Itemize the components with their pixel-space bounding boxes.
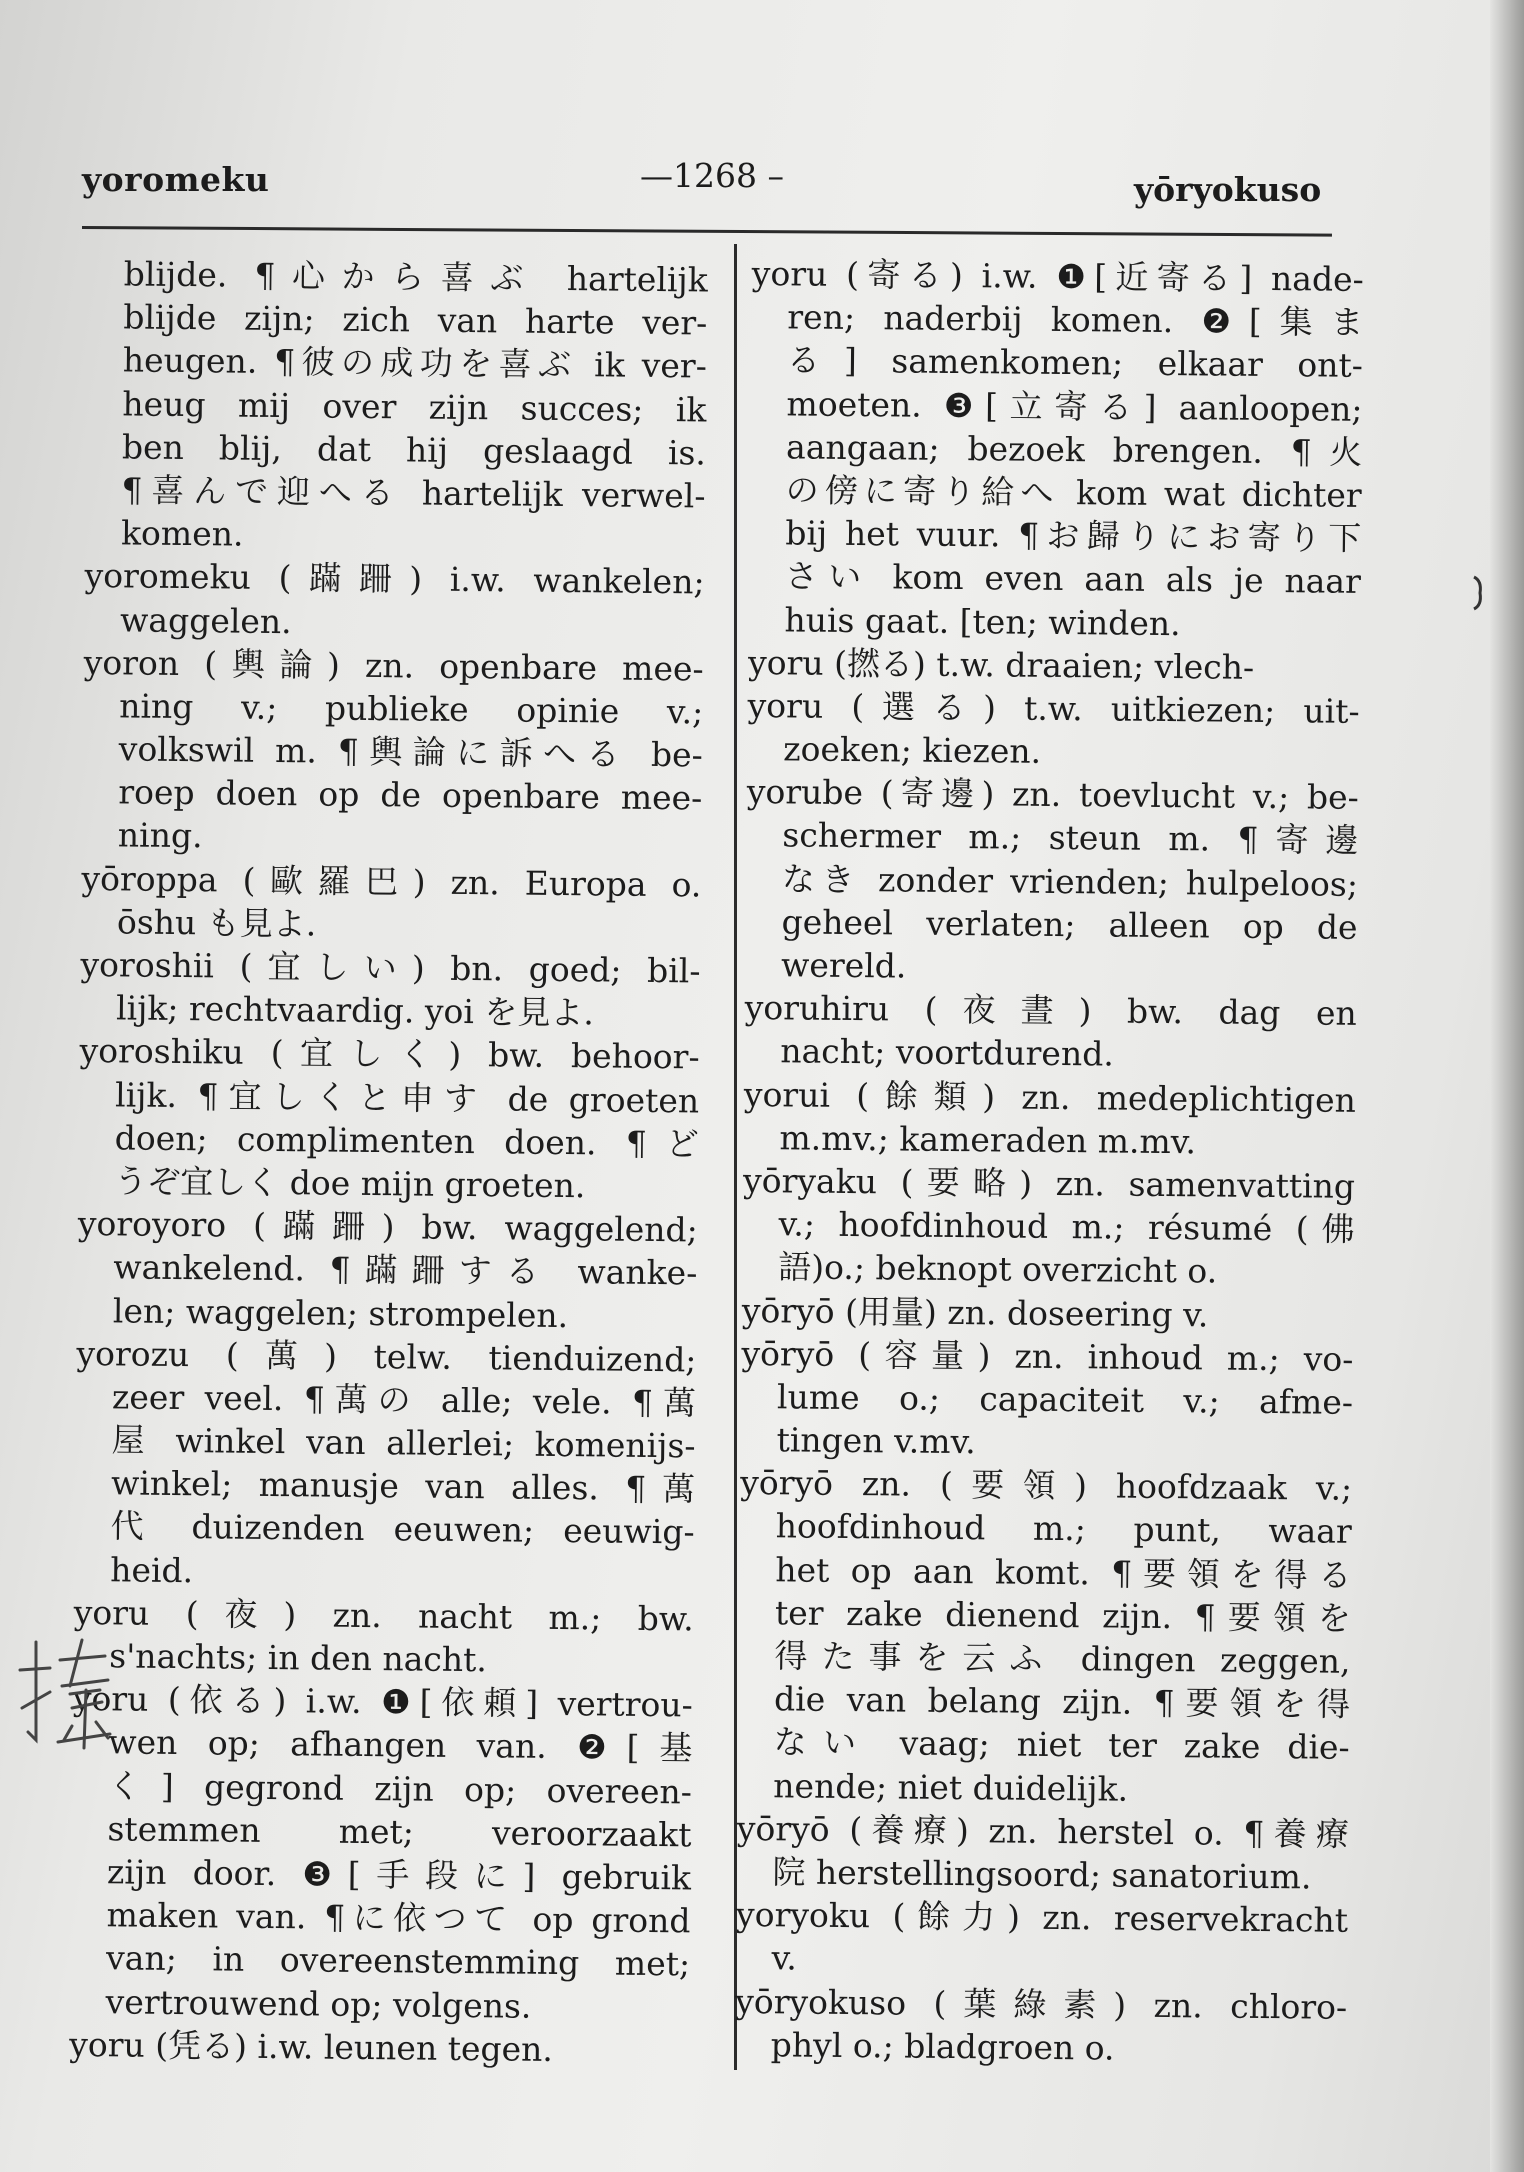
entry-line: lijk; rechtvaardig. yoi を見よ. (115, 988, 595, 1033)
running-head-left: yoromeku (82, 160, 270, 199)
entry-line: v. (771, 1938, 798, 1978)
entry-line: blijde zijn; zich van harte ver- (123, 297, 708, 343)
entry-headline: yōryō (容量) zn. inhoud m.; vo- (741, 1333, 1354, 1379)
entry-headline: yoromeku (蹣跚) i.w. wankelen; (84, 556, 705, 602)
entry-line: phyl o.; bladgroen o. (770, 2024, 1115, 2068)
entry-headline: yoroyoro (蹣跚) bw. waggelend; (77, 1204, 698, 1250)
entry-headline: yōryō zn. (要領) hoofdzaak v.; (739, 1463, 1353, 1509)
entry-headline: yōroppa (歐羅巴) zn. Europa o. (81, 858, 702, 905)
entry-headline: yoron (輿論) zn. openbare mee- (83, 642, 704, 689)
entry-line: zeer veel. ¶萬の alle; vele. ¶萬 (111, 1377, 697, 1423)
entry-line: ない vaag; niet ter zake die- (773, 1722, 1350, 1768)
book-spine-shadow (1490, 0, 1524, 2172)
entry-line: roep doen op de openbare mee- (118, 772, 703, 818)
entry-line: さい kom even aan als je naar (784, 556, 1362, 602)
entry-line: zijn door. ❸[手段に] gebruik (106, 1852, 692, 1898)
entry-line: 院 herstellingsoord; sanatorium. (772, 1852, 1312, 1897)
entry-line: aangaan; bezoek brengen. ¶火 (785, 427, 1363, 472)
entry-line: うぞ宜しく doe mijn groeten. (114, 1161, 586, 1206)
entry-headline: yoru (選る) t.w. uitkiezen; uit- (747, 685, 1360, 731)
entry-line: nacht; voortdurend. (780, 1031, 1115, 1074)
entry-line: van; in overeenstemming met; (105, 1938, 691, 1984)
entry-line: die van belang zijn. ¶要領を得 (773, 1679, 1351, 1724)
entry-line: komen. (120, 513, 244, 554)
entry-line: maken van. ¶に依つて op grond (106, 1895, 691, 1941)
entry-line: る] samenkomen; elkaar ont- (786, 340, 1364, 386)
entry-line: heid. (110, 1549, 194, 1590)
entry-headline: yoru (夜) zn. nacht m.; bw. (73, 1592, 694, 1639)
entry-headline: yoru (寄る) i.w. ❶[近寄る] nade- (751, 253, 1364, 299)
page-number: —1268 – (640, 156, 784, 195)
entry-headline: yoroshii (宜しい) bn. goed; bil- (80, 944, 701, 991)
entry-line: geheel verlaten; alleen op de (781, 902, 1358, 947)
running-head-right: yōryokuso (1134, 170, 1322, 209)
entry-headline: yoryoku (餘力) zn. reservekracht (735, 1895, 1349, 1940)
entry-line: s'nachts; in den nacht. (109, 1636, 488, 1680)
entry-line: m.mv.; kameraden m.mv. (779, 1118, 1197, 1162)
entry-line: 代 duizenden eeuwen; eeuwig- (110, 1506, 695, 1552)
entry-headline: yorui (餘類) zn. medeplichtigen (743, 1074, 1357, 1120)
entry-line: ning. (117, 815, 203, 856)
entry-headline: yorube (寄邊) zn. toevlucht v.; be- (746, 772, 1359, 818)
entry-line: ter zake dienend zijn. ¶要領を (774, 1593, 1352, 1638)
entry-line: v.; hoofdinhoud m.; résumé (佛 (778, 1204, 1355, 1249)
right-column (735, 252, 1364, 2072)
entry-line: len; waggelen; strompelen. (112, 1290, 569, 1335)
entry-headline: yōryaku (要略) zn. samenvatting (742, 1160, 1356, 1206)
entry-line: zoeken; kiezen. (783, 729, 1042, 771)
entry-headline: yorozu (萬) telw. tienduizend; (76, 1333, 697, 1380)
entry-headline: yoruhiru (夜晝) bw. dag en (744, 988, 1357, 1034)
entry-line: blijde. ¶心から喜ぶ hartelijk (123, 254, 708, 300)
entry-line: ning v.; publieke opinie v.; (119, 686, 704, 732)
left-column (69, 252, 708, 2072)
entry-line: moeten. ❸[立寄る] aanloopen; (786, 383, 1363, 429)
bracket-mark-icon (1472, 575, 1484, 611)
entry-line: wereld. (780, 945, 907, 986)
entry-line: く] gegrond zijn op; overeen- (107, 1765, 693, 1811)
entry-line: 屋 winkel van allerlei; komenijs- (111, 1420, 696, 1466)
header-rule (82, 226, 1332, 237)
entry-line: volkswil m. ¶輿論に訴へる be- (118, 729, 703, 775)
entry-line: heug mij over zijn succes; ik (122, 383, 707, 430)
entry-line: bij het vuur. ¶お歸りにお寄り下 (785, 513, 1362, 558)
entry-line: lume o.; capaciteit v.; afme- (776, 1377, 1354, 1422)
entry-headline: yoroshiku (宜しく) bw. behoor- (79, 1031, 700, 1077)
entry-line: wankelend. ¶蹣跚する wanke- (113, 1247, 698, 1293)
entry-headline: yoru (依る) i.w. ❶[依頼] vertrou- (72, 1679, 694, 1725)
entry-line: winkel; manusje van alles. ¶萬 (110, 1463, 696, 1509)
entry-line: wen op; afhangen van. ❷[基 (108, 1722, 693, 1768)
entry-headline: yōryō (用量) zn. doseering v. (741, 1290, 1209, 1334)
entry-line: 語)o.; beknopt overzicht o. (778, 1247, 1218, 1291)
entry-line: schermer m.; steun m. ¶寄邊 (782, 815, 1359, 861)
entry-line: ben blij, dat hij geslaagd is. (121, 427, 707, 473)
entry-line: の傍に寄り給へ kom wat dichter (785, 470, 1362, 515)
entry-line: waggelen. (119, 599, 292, 641)
handwritten-margin-note-icon (10, 1630, 120, 1760)
entry-line: heugen. ¶彼の成功を喜ぶ ik ver- (122, 340, 708, 386)
entry-headline: yoru (凭る) i.w. leunen tegen. (69, 2024, 554, 2069)
entry-line: huis gaat. [ten; winden. (784, 599, 1181, 643)
entry-line: 得た事を云ふ dingen zeggen, (774, 1636, 1351, 1681)
entry-line: なき zonder vrienden; hulpeloos; (781, 858, 1359, 904)
entry-line: lijk. ¶宜しくと申す de groeten (114, 1074, 700, 1121)
entry-headline: yōryokuso (葉綠素) zn. chloro- (735, 1981, 1348, 2027)
entry-line: ōshu も見よ. (116, 902, 317, 944)
entry-line: tingen v.mv. (776, 1420, 976, 1462)
entry-headline: yōryō (養療) zn. herstel o. ¶養療 (736, 1808, 1350, 1854)
entry-line: vertrouwend op; volgens. (105, 1981, 532, 2026)
entry-line: het op aan komt. ¶要領を得る (775, 1549, 1352, 1595)
entry-headline: yoru (撚る) t.w. draaien; vlech- (747, 642, 1255, 687)
entry-line: stemmen met; veroorzaakt (107, 1809, 692, 1855)
entry-line: hoofdinhoud m.; punt, waar (775, 1506, 1352, 1552)
entry-line: nende; niet duidelijk. (773, 1765, 1129, 1809)
entry-line: ren; naderbij komen. ❷[集ま (787, 297, 1364, 343)
entry-line: doen; complimenten doen. ¶ど (114, 1118, 699, 1164)
entry-line: ¶喜んで迎へる hartelijk verwel- (121, 470, 706, 516)
